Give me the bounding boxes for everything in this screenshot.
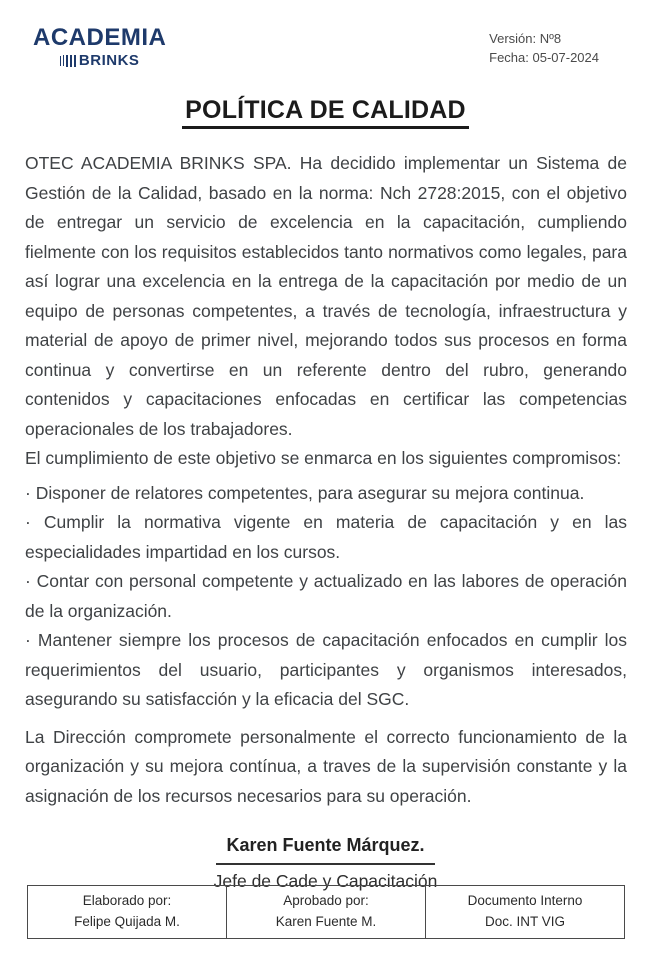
- logo-brinks-row: [33, 52, 166, 69]
- table-row: [28, 886, 625, 939]
- document-body: [25, 149, 627, 811]
- document-header: [0, 0, 651, 69]
- academia-brinks-logo: [33, 25, 166, 69]
- bullet-item-normativa: · Cumplir la normativa vigente en materia de capacitación y en las especialidades impartidad en los cursos.: [25, 512, 627, 562]
- signature-role: Jefe de Cade y Capacitación: [213, 871, 438, 891]
- cell-label: Documento Interno: [467, 893, 583, 908]
- page-title: POLÍTICA DE CALIDAD: [182, 96, 469, 129]
- cell-value: Doc. INT VIG: [484, 914, 566, 929]
- intro-paragraph: OTEC ACADEMIA BRINKS SPA. Ha decidido implementar un Sistema de Gestión de la Calidad, basado en la norma: Nch 2728:2015, con el objetivo de entregar un servicio de excelencia en la capacitación, cumpliendo fielmente con los requisitos establecidos tanto normativos como legales, para así lograr una excelencia en la entrega de la capacitación por medio de un equipo de personas competentes, a través de tecnología, infraestructura y material de apoyo de primer nivel, mejorando todos sus procesos en forma continua y convertirse en un referente dentro del rubro, generando contenidos y capacitaciones enfocadas en certificar las competencias operacionales de los trabajadores.: [25, 153, 627, 439]
- version-label: Versión: Nº8: [489, 31, 562, 46]
- table-cell-aprobado: [227, 886, 426, 939]
- bullet-item-procesos: · Mantener siempre los procesos de capacitación enfocados en cumplir los requerimientos del usuario, participantes y organismos interesados, asegurando su satisfacción y la eficacia del SGC.: [25, 630, 627, 709]
- logo-academia-text: ACADEMIA: [33, 24, 167, 51]
- signature-name: Karen Fuente Márquez.: [216, 835, 434, 865]
- cell-value: Felipe Quijada M.: [74, 914, 180, 929]
- cell-value: Karen Fuente M.: [275, 914, 377, 929]
- document-meta: [489, 25, 599, 67]
- title-wrap: [0, 96, 651, 129]
- brinks-bars-icon: [60, 55, 76, 67]
- cell-label: Aprobado por:: [283, 893, 369, 908]
- cell-label: Elaborado por:: [82, 893, 172, 908]
- bullet-item-personal: · Contar con personal competente y actualizado en las labores de operación de la organización.: [25, 571, 627, 621]
- commitments-intro-paragraph: El cumplimiento de este objetivo se enmarca en los siguientes compromisos:: [25, 448, 622, 468]
- direction-paragraph: La Dirección compromete personalmente el correcto funcionamiento de la organización y su mejora contínua, a traves de la supervisión constante y la asignación de los recursos necesarios para su operación.: [25, 726, 627, 806]
- footer-table: [27, 885, 625, 939]
- bullet-item-relatores: · Disponer de relatores competentes, para asegurar su mejora continua.: [25, 482, 585, 503]
- table-cell-documento: [426, 886, 625, 939]
- date-label: Fecha: 05-07-2024: [489, 49, 599, 65]
- signature-block: [0, 835, 651, 892]
- logo-brinks-text: BRINKS: [78, 52, 140, 69]
- table-cell-elaborado: [28, 886, 227, 939]
